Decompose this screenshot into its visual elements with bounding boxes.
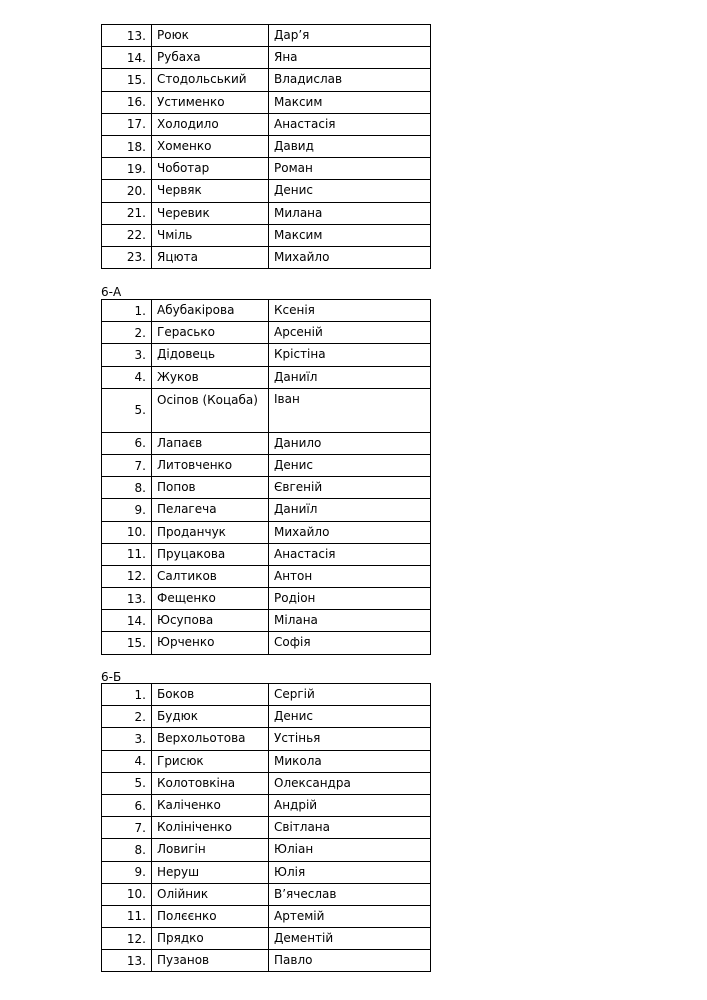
table-row	[102, 477, 431, 499]
roster-table-body	[102, 25, 431, 269]
surname-cell: Боков	[152, 684, 269, 706]
row-number: 14.	[102, 610, 152, 632]
first-name-cell: Юлія	[269, 861, 431, 883]
first-name-cell: Андрій	[269, 794, 431, 816]
row-number: 20.	[102, 180, 152, 202]
surname-cell: Олійник	[152, 883, 269, 905]
roster-table-6b	[101, 683, 431, 972]
surname-cell: Роюк	[152, 25, 269, 47]
surname-cell: Грисюк	[152, 750, 269, 772]
surname-cell: Абубакірова	[152, 300, 269, 322]
surname-cell: Колотовкіна	[152, 772, 269, 794]
table-row	[102, 905, 431, 927]
row-number: 2.	[102, 322, 152, 344]
first-name-cell: Яна	[269, 47, 431, 69]
first-name-cell: Павло	[269, 950, 431, 972]
table-row	[102, 950, 431, 972]
first-name-cell: Денис	[269, 706, 431, 728]
roster-table-body	[102, 684, 431, 972]
first-name-cell: Микола	[269, 750, 431, 772]
table-row	[102, 224, 431, 246]
surname-cell: Литовченко	[152, 454, 269, 476]
table-row	[102, 565, 431, 587]
table-row	[102, 135, 431, 157]
row-number: 12.	[102, 565, 152, 587]
table-row	[102, 322, 431, 344]
row-number: 6.	[102, 794, 152, 816]
surname-cell: Рубаха	[152, 47, 269, 69]
row-number: 11.	[102, 543, 152, 565]
table-row	[102, 632, 431, 654]
row-number: 9.	[102, 499, 152, 521]
surname-cell: Юрченко	[152, 632, 269, 654]
table-row	[102, 839, 431, 861]
table-row	[102, 158, 431, 180]
table-row	[102, 113, 431, 135]
surname-cell: Черевик	[152, 202, 269, 224]
row-number: 5.	[102, 772, 152, 794]
table-row	[102, 794, 431, 816]
row-number: 13.	[102, 25, 152, 47]
first-name-cell: Євгеній	[269, 477, 431, 499]
table-row	[102, 69, 431, 91]
row-number: 7.	[102, 454, 152, 476]
table-row	[102, 47, 431, 69]
row-number: 23.	[102, 246, 152, 268]
row-number: 10.	[102, 883, 152, 905]
surname-cell: Прядко	[152, 928, 269, 950]
first-name-cell: Родіон	[269, 588, 431, 610]
surname-cell: Колініченко	[152, 817, 269, 839]
surname-cell: Чоботар	[152, 158, 269, 180]
surname-cell: Будюк	[152, 706, 269, 728]
first-name-cell: Денис	[269, 180, 431, 202]
row-number: 15.	[102, 69, 152, 91]
first-name-cell: Дементій	[269, 928, 431, 950]
table-row	[102, 728, 431, 750]
table-row	[102, 246, 431, 268]
table-row	[102, 91, 431, 113]
roster-table-6a	[101, 299, 431, 655]
row-number: 3.	[102, 344, 152, 366]
row-number: 1.	[102, 300, 152, 322]
first-name-cell: Милана	[269, 202, 431, 224]
row-number: 11.	[102, 905, 152, 927]
row-number: 8.	[102, 839, 152, 861]
first-name-cell: Олександра	[269, 772, 431, 794]
first-name-cell: Ксенія	[269, 300, 431, 322]
table-row	[102, 750, 431, 772]
row-number: 8.	[102, 477, 152, 499]
first-name-cell: Дар’я	[269, 25, 431, 47]
first-name-cell: Роман	[269, 158, 431, 180]
roster-table-continuation	[101, 24, 431, 269]
row-number: 22.	[102, 224, 152, 246]
first-name-cell: Арсеній	[269, 322, 431, 344]
surname-cell: Устименко	[152, 91, 269, 113]
row-number: 10.	[102, 521, 152, 543]
first-name-cell: Максим	[269, 91, 431, 113]
surname-cell: Стодольський	[152, 69, 269, 91]
first-name-cell: Сергій	[269, 684, 431, 706]
class-label-6b: 6-Б	[101, 670, 122, 684]
first-name-cell: Артемій	[269, 905, 431, 927]
table-row	[102, 25, 431, 47]
table-row	[102, 928, 431, 950]
surname-cell: Фещенко	[152, 588, 269, 610]
first-name-cell: Михайло	[269, 521, 431, 543]
first-name-cell: Даниїл	[269, 499, 431, 521]
surname-cell: Юсупова	[152, 610, 269, 632]
table-row	[102, 610, 431, 632]
surname-cell: Осіпов (Коцаба)	[152, 388, 269, 432]
row-number: 4.	[102, 750, 152, 772]
first-name-cell: Мілана	[269, 610, 431, 632]
surname-cell: Попов	[152, 477, 269, 499]
first-name-cell: Давид	[269, 135, 431, 157]
first-name-cell: Світлана	[269, 817, 431, 839]
first-name-cell: Денис	[269, 454, 431, 476]
surname-cell: Лапаєв	[152, 432, 269, 454]
table-row	[102, 588, 431, 610]
class-label-6a: 6-А	[101, 285, 122, 299]
table-row	[102, 543, 431, 565]
first-name-cell: Анастасія	[269, 543, 431, 565]
surname-cell: Червяк	[152, 180, 269, 202]
row-number: 5.	[102, 388, 152, 432]
row-number: 17.	[102, 113, 152, 135]
table-row	[102, 883, 431, 905]
row-number: 21.	[102, 202, 152, 224]
table-row	[102, 388, 431, 432]
table-row	[102, 817, 431, 839]
surname-cell: Проданчук	[152, 521, 269, 543]
first-name-cell: Михайло	[269, 246, 431, 268]
table-row	[102, 180, 431, 202]
surname-cell: Полєєнко	[152, 905, 269, 927]
surname-cell: Чміль	[152, 224, 269, 246]
surname-cell: Герасько	[152, 322, 269, 344]
table-row	[102, 861, 431, 883]
first-name-cell: Владислав	[269, 69, 431, 91]
row-number: 16.	[102, 91, 152, 113]
surname-cell: Неруш	[152, 861, 269, 883]
first-name-cell: Іван	[269, 388, 431, 432]
surname-cell: Хоменко	[152, 135, 269, 157]
roster-table-body	[102, 300, 431, 655]
row-number: 18.	[102, 135, 152, 157]
row-number: 3.	[102, 728, 152, 750]
table-row	[102, 202, 431, 224]
first-name-cell: Юліан	[269, 839, 431, 861]
row-number: 2.	[102, 706, 152, 728]
row-number: 4.	[102, 366, 152, 388]
first-name-cell: Софія	[269, 632, 431, 654]
row-number: 7.	[102, 817, 152, 839]
table-row	[102, 772, 431, 794]
first-name-cell: Даниїл	[269, 366, 431, 388]
first-name-cell: Крістіна	[269, 344, 431, 366]
surname-cell: Ловигін	[152, 839, 269, 861]
row-number: 1.	[102, 684, 152, 706]
table-row	[102, 344, 431, 366]
surname-cell: Верхольотова	[152, 728, 269, 750]
first-name-cell: Максим	[269, 224, 431, 246]
first-name-cell: Анастасія	[269, 113, 431, 135]
row-number: 13.	[102, 588, 152, 610]
first-name-cell: Антон	[269, 565, 431, 587]
table-row	[102, 684, 431, 706]
row-number: 9.	[102, 861, 152, 883]
row-number: 6.	[102, 432, 152, 454]
surname-cell: Холодило	[152, 113, 269, 135]
table-row	[102, 300, 431, 322]
table-row	[102, 706, 431, 728]
surname-cell: Пруцакова	[152, 543, 269, 565]
table-row	[102, 521, 431, 543]
surname-cell: Пузанов	[152, 950, 269, 972]
row-number: 13.	[102, 950, 152, 972]
surname-cell: Пелагеча	[152, 499, 269, 521]
surname-cell: Жуков	[152, 366, 269, 388]
first-name-cell: Данило	[269, 432, 431, 454]
first-name-cell: Устінья	[269, 728, 431, 750]
table-row	[102, 366, 431, 388]
table-row	[102, 432, 431, 454]
row-number: 15.	[102, 632, 152, 654]
table-row	[102, 454, 431, 476]
surname-cell: Яцюта	[152, 246, 269, 268]
row-number: 19.	[102, 158, 152, 180]
surname-cell: Дідовець	[152, 344, 269, 366]
surname-cell: Салтиков	[152, 565, 269, 587]
surname-cell: Каліченко	[152, 794, 269, 816]
table-row	[102, 499, 431, 521]
row-number: 14.	[102, 47, 152, 69]
row-number: 12.	[102, 928, 152, 950]
first-name-cell: В’ячеслав	[269, 883, 431, 905]
